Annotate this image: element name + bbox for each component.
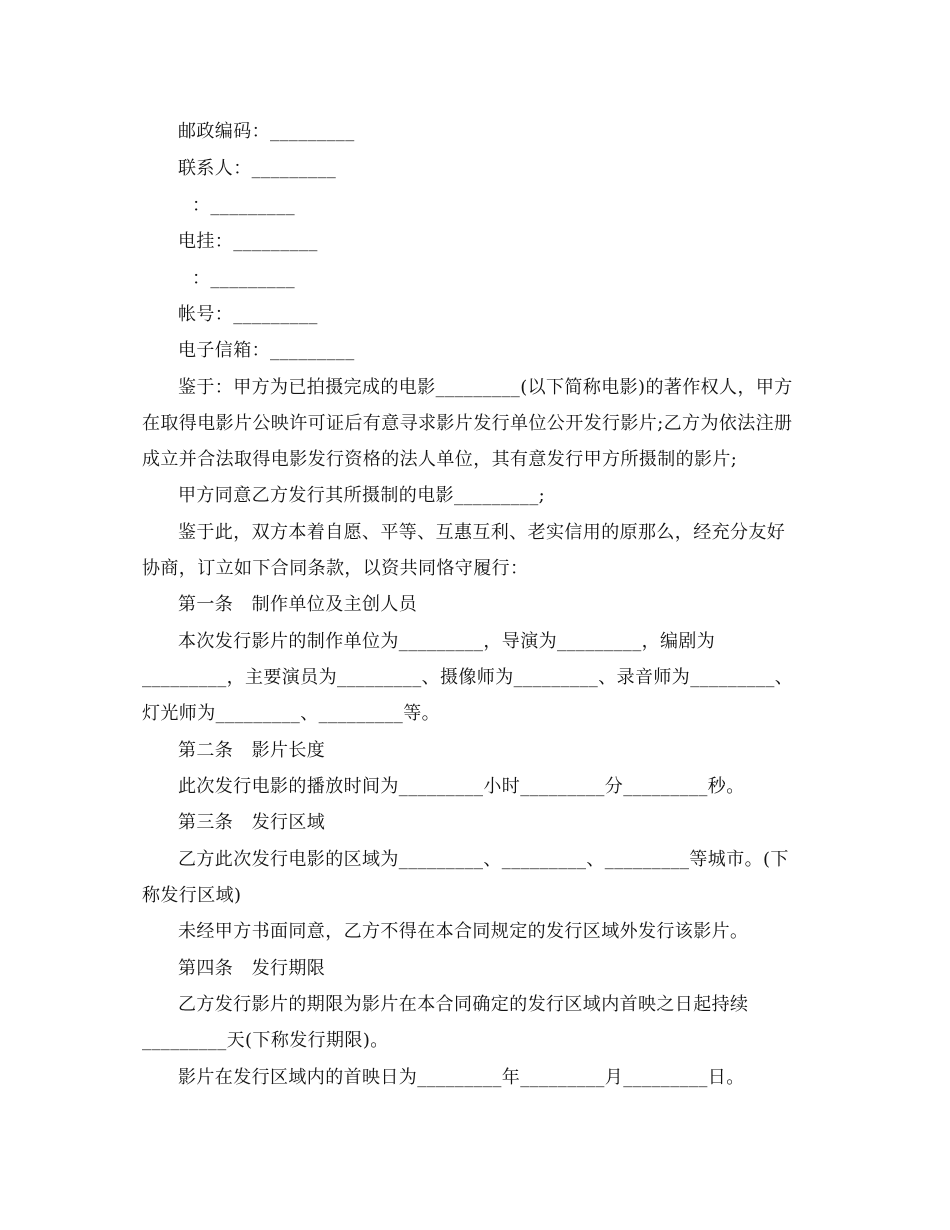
article-3-body-line: 乙方此次发行电影的区域为_________、_________、_________等城市。(下 [178, 849, 789, 870]
whereas-paragraph-line: 鉴于：甲方为已拍摄完成的电影_________(以下简称电影)的著作权人，甲方 [178, 377, 793, 398]
premiere-date-line: 影片在发行区域内的首映日为_________年_________月_________日。 [178, 1067, 745, 1088]
article-4-body-line: 乙方发行影片的期限为影片在本合同确定的发行区域内首映之日起持续 [178, 994, 749, 1015]
article-1-heading: 第一条 制作单位及主创人员 [178, 594, 418, 615]
blank-field-line: ：_________ [192, 195, 295, 216]
article-3-restriction-line: 未经甲方书面同意，乙方不得在本合同规定的发行区域外发行该影片。 [178, 921, 749, 942]
article-1-body-line: 灯光师为_________、_________等。 [142, 703, 440, 724]
account-number-line: 帐号：_________ [178, 304, 318, 325]
postal-code-line: 邮政编码：_________ [178, 121, 355, 142]
blank-field-line: ：_________ [192, 268, 295, 289]
article-4-body-line: _________天(下称发行期限)。 [142, 1030, 389, 1051]
agreement-line: 甲方同意乙方发行其所摄制的电影_________; [178, 485, 546, 506]
article-2-heading: 第二条 影片长度 [178, 740, 326, 761]
preamble-line: 鉴于此，双方本着自愿、平等、互惠互利、老实信用的原那么，经充分友好 [178, 522, 786, 543]
article-2-body-line: 此次发行电影的播放时间为_________小时_________分_________秒。 [178, 776, 745, 797]
telegraph-line: 电挂：_________ [178, 231, 318, 252]
whereas-paragraph-line: 在取得电影片公映许可证后有意寻求影片发行单位公开发行影片;乙方为依法注册 [142, 413, 793, 434]
article-1-body-line: _________，主要演员为_________、摄像师为_________、录音师为_________、 [142, 667, 794, 688]
article-1-body-line: 本次发行影片的制作单位为_________，导演为_________，编剧为 [178, 631, 716, 652]
whereas-paragraph-line: 成立并合法取得电影发行资格的法人单位，其有意发行甲方所摄制的影片; [142, 449, 738, 470]
contact-person-line: 联系人：_________ [178, 158, 337, 179]
article-4-heading: 第四条 发行期限 [178, 958, 326, 979]
email-line: 电子信箱：_________ [178, 340, 355, 361]
preamble-line: 协商，订立如下合同条款，以资共同恪守履行： [142, 558, 529, 579]
article-3-heading: 第三条 发行区域 [178, 812, 326, 833]
article-3-body-line: 称发行区域) [142, 885, 242, 906]
